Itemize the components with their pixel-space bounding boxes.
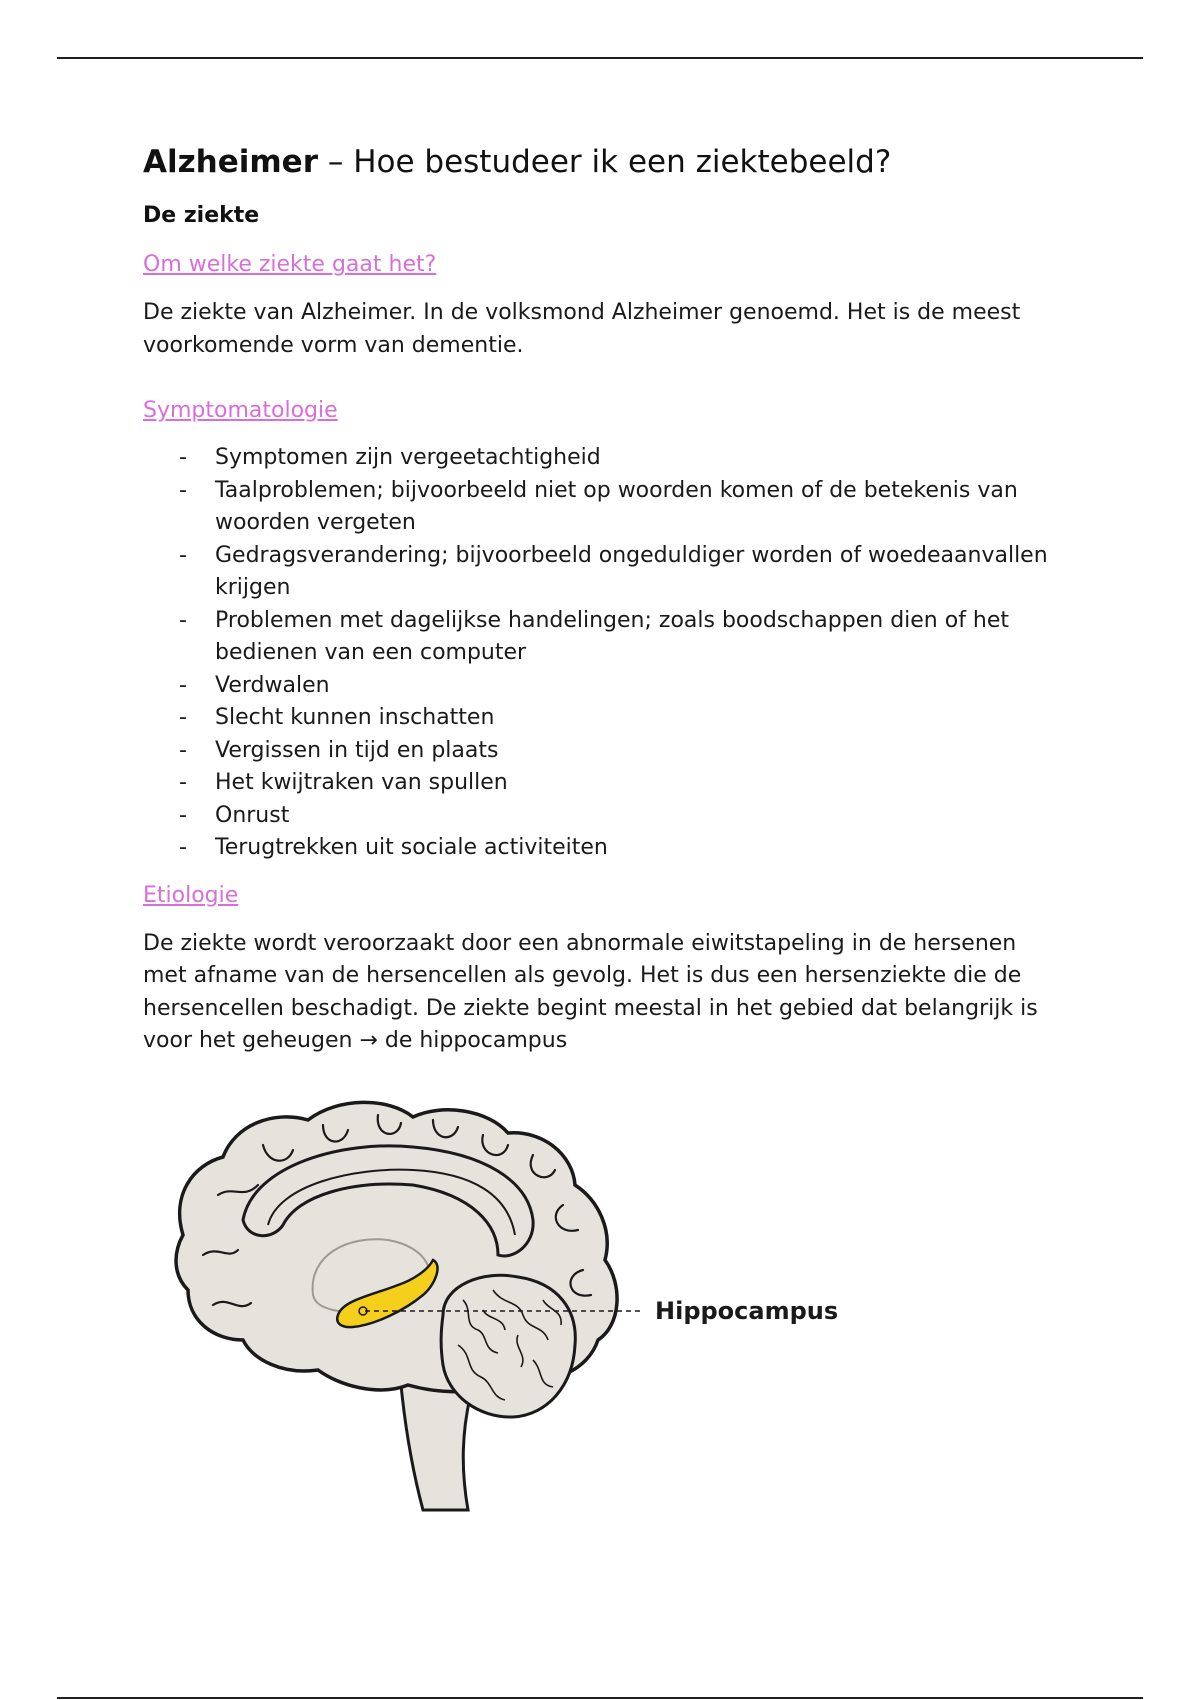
list-item <box>179 475 1063 540</box>
brain-diagram-svg <box>143 1085 843 1515</box>
symptom-text: Slecht kunnen inschatten <box>215 705 495 730</box>
brain-illustration <box>143 1085 843 1515</box>
disease-question-heading: Om welke ziekte gaat het? <box>143 252 437 277</box>
list-item <box>179 767 1063 800</box>
etiology-text: De ziekte wordt veroorzaakt door een abnormale eiwitstapeling in de hersenen met afname van de hersencellen als gevolg. Het is dus een hersenziekte die de hersencellen beschadigt. De ziekte begint meestal in het gebied dat belangrijk is voor het geheugen → de hippocampus <box>143 930 1038 1053</box>
bullet-dash: - <box>179 672 187 698</box>
page-title <box>143 138 1063 186</box>
bullet-dash: - <box>179 542 187 568</box>
symptom-text: Symptomen zijn vergeetachtigheid <box>215 445 601 470</box>
list-item <box>179 735 1063 768</box>
symptomatology-heading: Symptomatologie <box>143 398 338 423</box>
bullet-dash: - <box>179 770 187 795</box>
hippocampus-label: Hippocampus <box>655 1297 839 1325</box>
symptoms-list <box>143 442 1063 865</box>
bullet-dash: - <box>179 737 187 763</box>
top-rule <box>57 57 1143 59</box>
symptom-text: Onrust <box>215 802 290 828</box>
list-item <box>179 442 1063 475</box>
symptom-text: Gedragsverandering; bijvoorbeeld ongeduldiger worden of woedeaanvallen krijgen <box>215 542 1048 600</box>
bottom-rule <box>57 1697 1143 1699</box>
title-rest: – Hoe bestudeer ik een ziektebeeld? <box>318 144 892 180</box>
document-body <box>143 138 1063 1058</box>
etiology-heading: Etiologie <box>143 882 239 908</box>
list-item <box>179 800 1063 833</box>
bullet-dash: - <box>179 445 187 470</box>
bullet-dash: - <box>179 477 187 503</box>
bullet-dash: - <box>179 705 187 730</box>
list-item <box>179 702 1063 735</box>
brainstem-shape <box>401 1385 473 1510</box>
disease-answer-text: De ziekte van Alzheimer. In de volksmond Alzheimer genoemd. Het is de meest voorkomende vorm van dementie. <box>143 300 1021 358</box>
title-bold: Alzheimer <box>143 144 318 180</box>
list-item <box>179 670 1063 703</box>
symptom-text: Verdwalen <box>215 672 330 698</box>
bullet-dash: - <box>179 802 187 828</box>
bullet-dash: - <box>179 835 187 860</box>
section-heading: De ziekte <box>143 203 260 228</box>
list-item <box>179 540 1063 605</box>
symptom-text: Taalproblemen; bijvoorbeeld niet op woorden komen of de betekenis van woorden vergeten <box>215 477 1018 535</box>
list-item <box>179 832 1063 865</box>
symptom-text: Het kwijtraken van spullen <box>215 770 508 795</box>
list-item <box>179 605 1063 670</box>
cerebellum-shape <box>441 1275 575 1417</box>
symptom-text: Vergissen in tijd en plaats <box>215 737 499 763</box>
bullet-dash: - <box>179 607 187 633</box>
symptom-text: Terugtrekken uit sociale activiteiten <box>215 835 608 860</box>
symptom-text: Problemen met dagelijkse handelingen; zoals boodschappen dien of het bedienen van een computer <box>215 607 1010 665</box>
